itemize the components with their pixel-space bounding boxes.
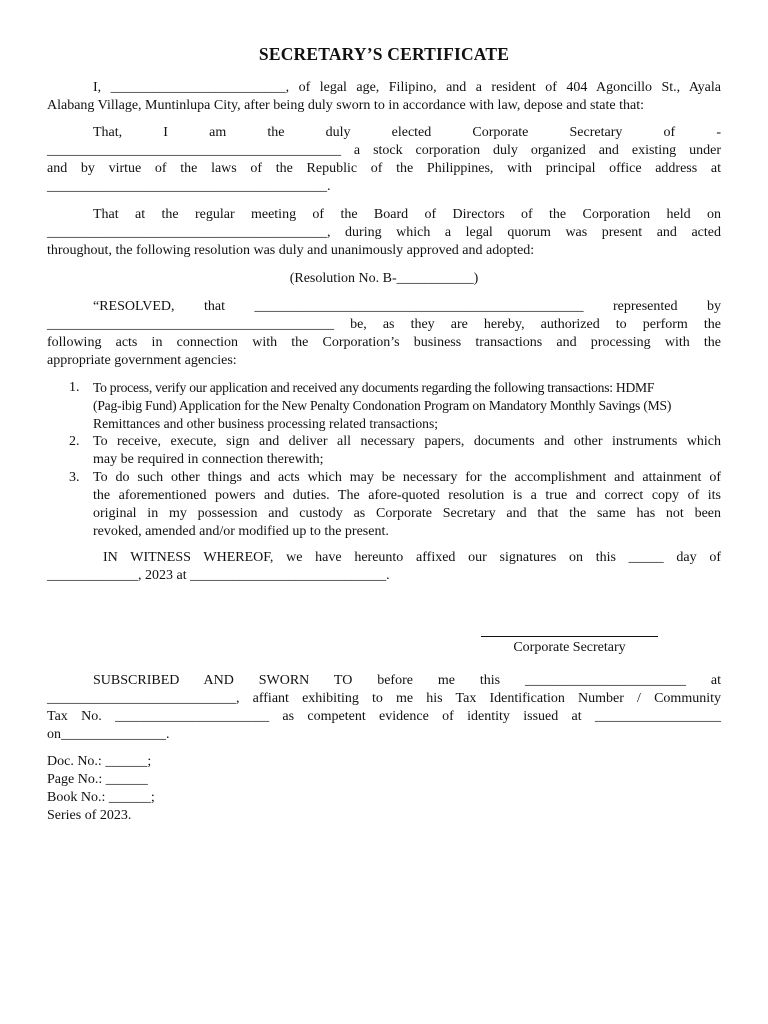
list-item-line: original in my possession and custody as Corporate Secretary and that the same has not been: [93, 506, 721, 521]
resolution-number: (Resolution No. B-___________): [289, 271, 479, 286]
jurat-line-2: ___________________________, affiant exhibiting to me his Tax Identification Number / Community: [47, 691, 721, 706]
secretary-paragraph: [47, 124, 721, 196]
intro-paragraph: [47, 79, 721, 115]
resolved-line-1: “RESOLVED, that _______________________________________________ represented by: [93, 299, 721, 314]
resolved-line-2: _________________________________________ be, as they are hereby, authorized to perform the: [47, 317, 721, 332]
page-number: Page No.: ______: [47, 772, 148, 787]
intro-line-1: I, _________________________, of legal age, Filipino, and a resident of 404 Agoncillo St., Ayala: [93, 80, 721, 95]
list-item-line: the aforementioned powers and duties. The afore-quoted resolution is a true and correct copy of its: [93, 488, 721, 503]
resolved-line-3: following acts in connection with the Corporation’s business transactions and processing with the: [47, 335, 721, 350]
secretary-line-2: __________________________________________ a stock corporation duly organized and existing under: [47, 143, 721, 158]
secretary-line-3: and by virtue of the laws of the Republic of the Philippines, with principal office address at: [47, 161, 721, 176]
signature-line: [481, 636, 658, 637]
list-item: [69, 469, 721, 541]
secretary-line-4: ________________________________________.: [47, 179, 331, 194]
secretary-line-1: That, I am the duly elected Corporate Secretary of -: [93, 125, 721, 140]
list-number: 3.: [69, 470, 80, 485]
jurat-line-3: Tax No. ______________________ as competent evidence of identity issued at __________________: [47, 709, 721, 724]
doc-number: Doc. No.: ______;: [47, 754, 152, 769]
list-item-line: may be required in connection therewith;: [93, 452, 324, 467]
acts-list: [69, 379, 721, 541]
meeting-line-1: That at the regular meeting of the Board of Directors of the Corporation held on: [93, 207, 721, 222]
list-item: [69, 379, 721, 433]
meeting-paragraph: [47, 206, 721, 260]
series-year: Series of 2023.: [47, 808, 132, 823]
jurat-line-1: SUBSCRIBED AND SWORN TO before me this _______________________ at: [93, 673, 721, 688]
resolved-paragraph: [47, 298, 721, 370]
list-item-line: To process, verify our application and received any documents regarding the following transactions: HDMF: [93, 380, 655, 395]
list-item-line: To do such other things and acts which may be necessary for the accomplishment and attainment of: [93, 470, 721, 485]
list-item: [69, 433, 721, 469]
jurat-paragraph: [47, 672, 721, 744]
witness-line-2: _____________, 2023 at ____________________________.: [47, 568, 390, 583]
list-item-line: Remittances and other business processing related transactions;: [93, 416, 439, 431]
book-number: Book No.: ______;: [47, 790, 155, 805]
notarial-register: [47, 753, 721, 825]
list-item-line: (Pag-ibig Fund) Application for the New Penalty Condonation Program on Mandatory Monthly Savings (MS): [93, 398, 672, 413]
list-number: 2.: [69, 434, 80, 449]
resolved-line-4: appropriate government agencies:: [47, 353, 237, 368]
intro-line-2: Alabang Village, Muntinlupa City, after being duly sworn to in accordance with law, depose and state that:: [47, 98, 644, 113]
list-item-line: To receive, execute, sign and deliver all necessary papers, documents and other instruments which: [93, 434, 721, 449]
witness-line-1: IN WITNESS WHEREOF, we have hereunto affixed our signatures on this _____ day of: [103, 550, 721, 565]
meeting-line-3: throughout, the following resolution was duly and unanimously approved and adopted:: [47, 243, 535, 258]
jurat-line-4: on_______________.: [47, 727, 170, 742]
document-title: SECRETARY’S CERTIFICATE: [258, 44, 510, 64]
meeting-line-2: ________________________________________, during which a legal quorum was present and acted: [47, 225, 721, 240]
witness-paragraph: [47, 549, 721, 585]
list-item-line: revoked, amended and/or modified up to the present.: [93, 524, 389, 539]
signature-label: Corporate Secretary: [513, 640, 626, 655]
list-number: 1.: [69, 380, 80, 395]
